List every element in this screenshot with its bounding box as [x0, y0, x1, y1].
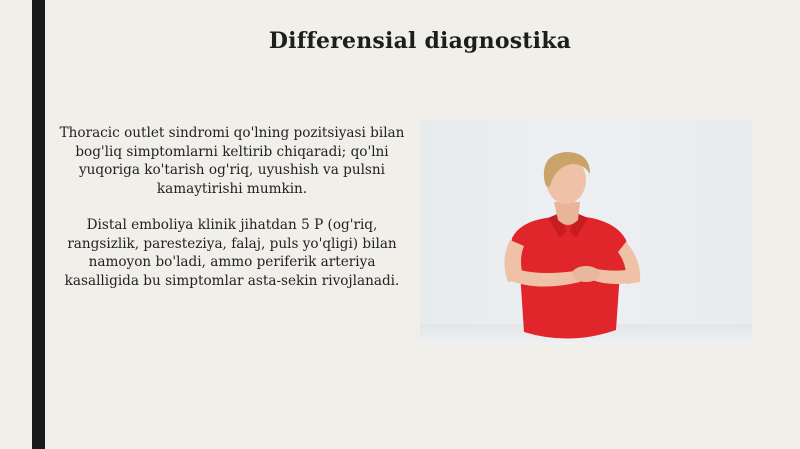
paragraph-thoracic-outlet: Thoracic outlet sindromi qo'lning pozitsiyasi bilan bog'liq simptomlarni keltirib chiqaradi; qo'lni yuqoriga ko'tarish og'riq, uyushish va pulsni kamaytirishi mumkin.: [59, 125, 405, 197]
paragraph-distal-embolism: Distal emboliya klinik jihatdan 5 P (og'riq, rangsizlik, paresteziya, falaj, puls yo'qligi) bilan namoyon bo'ladi, ammo periferik arteriya kasalligida bu simptomlar asta-sekin rivojlanadi.: [64, 217, 400, 289]
body-text: [58, 124, 406, 308]
accent-bar: [32, 0, 45, 449]
woman-rubbing-wrist-photo: [420, 120, 752, 344]
slide-title: Differensial diagnostika: [268, 28, 572, 54]
woman-figure-icon: [420, 120, 752, 344]
